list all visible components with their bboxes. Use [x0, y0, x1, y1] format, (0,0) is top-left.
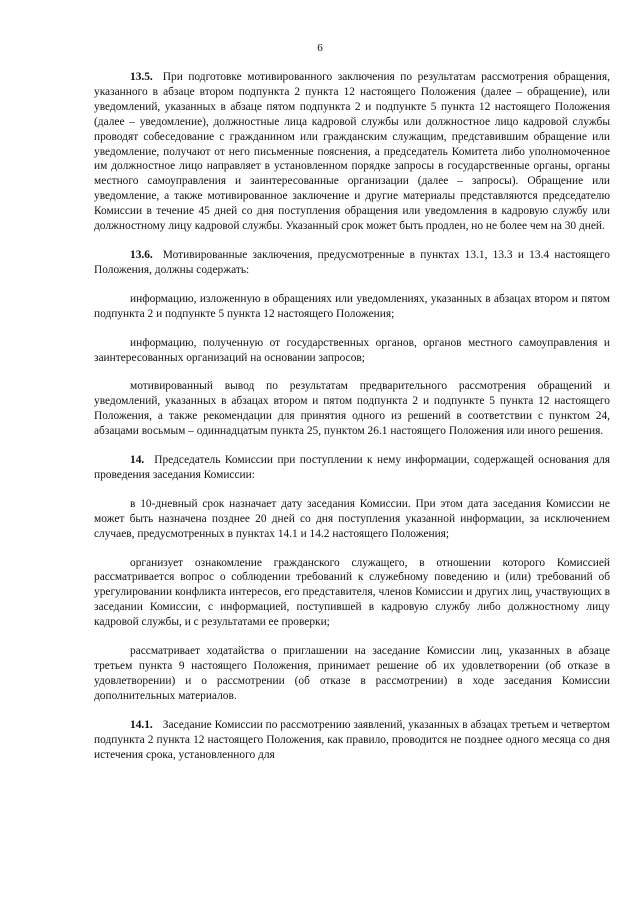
clause-number: 13.6. — [130, 248, 153, 261]
paragraph-13-5 — [94, 70, 610, 234]
paragraph-14 — [94, 453, 610, 483]
paragraph-text: При подготовке мотивированного заключения по результатам рассмотрения обращения, указанного в абзаце втором подпункта 2 пункта 12 настоящего Положения (далее – обращение), или уведомлений, указанных в абзаце пятом подпункта 2 и подпункте 5 пункта 12 настоящего Положения (далее – уведомление), должностные лица кадровой службы или должностное лицо кадровой службы проводят собеседование с гражданином или гражданским служащим, представившим обращение или уведомление, получают от него письменные пояснения, а председатель Комитета либо уполномоченное им должностное лицо направляет в установленном порядке запросы в государственные органы, органы местного самоуправления и заинтересованные организации (далее – запросы). Обращение или уведомление, а также мотивированное заключение и другие материалы представляются председателю Комиссии в течение 45 дней со дня поступления обращения или уведомления в кадровую службу или должностному лицу кадровой службы. Указанный срок может быть продлен, но не более чем на 30 дней. — [94, 71, 610, 233]
paragraph-text: организует ознакомление гражданского служащего, в отношении которого Комиссией рассматривается вопрос о соблюдении требований к служебному поведению и (или) требований об урегулировании конфликта интересов, его представителя, членов Комиссии и других лиц, участвующих в заседании Комиссии, с информацией, поступившей в кадровую службу либо должностному лицу кадровой службы, и с результатами ее проверки; — [94, 556, 610, 629]
clause-number: 14.1. — [130, 718, 153, 731]
paragraph-text: Председатель Комиссии при поступлении к нему информации, содержащей основания для проведения заседания Комиссии: — [94, 454, 610, 481]
paragraph-text: информацию, изложенную в обращениях или уведомлениях, указанных в абзацах втором и пятом подпункта 2 и подпункте 5 пункта 12 настоящего Положения; — [94, 292, 610, 320]
list-item — [94, 644, 610, 704]
paragraph-text: Заседание Комиссии по рассмотрению заявлений, указанных в абзацах третьем и четвертом подпункта 2 пункта 12 настоящего Положения, как правило, проводится не позднее одного месяца со дня истечения срока, установленного для — [94, 718, 610, 761]
list-item — [94, 292, 610, 322]
clause-number: 14. — [130, 454, 145, 467]
paragraph-text: мотивированный вывод по результатам предварительного рассмотрения обращений и уведомлений, указанных в абзацах втором и пятом подпункта 2 и подпункте 5 пункта 12 настоящего Положения, а также рекомендации для принятия одного из решений в соответствии с пунктом 24, абзацами восьмым – одиннадцатым пункта 25, пунктом 26.1 настоящего Положения или иного решения. — [94, 380, 610, 438]
paragraph-text: Мотивированные заключения, предусмотренные в пунктах 13.1, 13.3 и 13.4 настоящего Положения, должны содержать: — [94, 248, 610, 276]
paragraph-14-1 — [94, 718, 610, 763]
paragraph-text: информацию, полученную от государственных органов, органов местного самоуправления и заинтересованных организаций на основании запросов; — [94, 336, 610, 364]
list-item — [94, 497, 610, 542]
paragraph-text: в 10-дневный срок назначает дату заседания Комиссии. При этом дата заседания Комиссии не может быть назначена позднее 20 дней со дня поступления указанной информации, за исключением случаев, предусмотренных в пунктах 14.1 и 14.2 настоящего Положения; — [94, 497, 610, 540]
page-number: 6 — [317, 42, 323, 54]
paragraph-13-6 — [94, 248, 610, 278]
list-item — [94, 556, 610, 631]
document-body — [94, 70, 610, 776]
list-item — [94, 379, 610, 439]
clause-number: 13.5. — [130, 71, 153, 83]
list-item — [94, 336, 610, 366]
paragraph-text: рассматривает ходатайства о приглашении на заседание Комиссии лиц, указанных в абзаце третьем пункта 9 настоящего Положения, принимает решение об их удовлетворении (об отказе в удовлетворении) и о рассмотрении (об отказе в рассмотрении) в ходе заседания Комиссии дополнительных материалов. — [94, 645, 610, 702]
